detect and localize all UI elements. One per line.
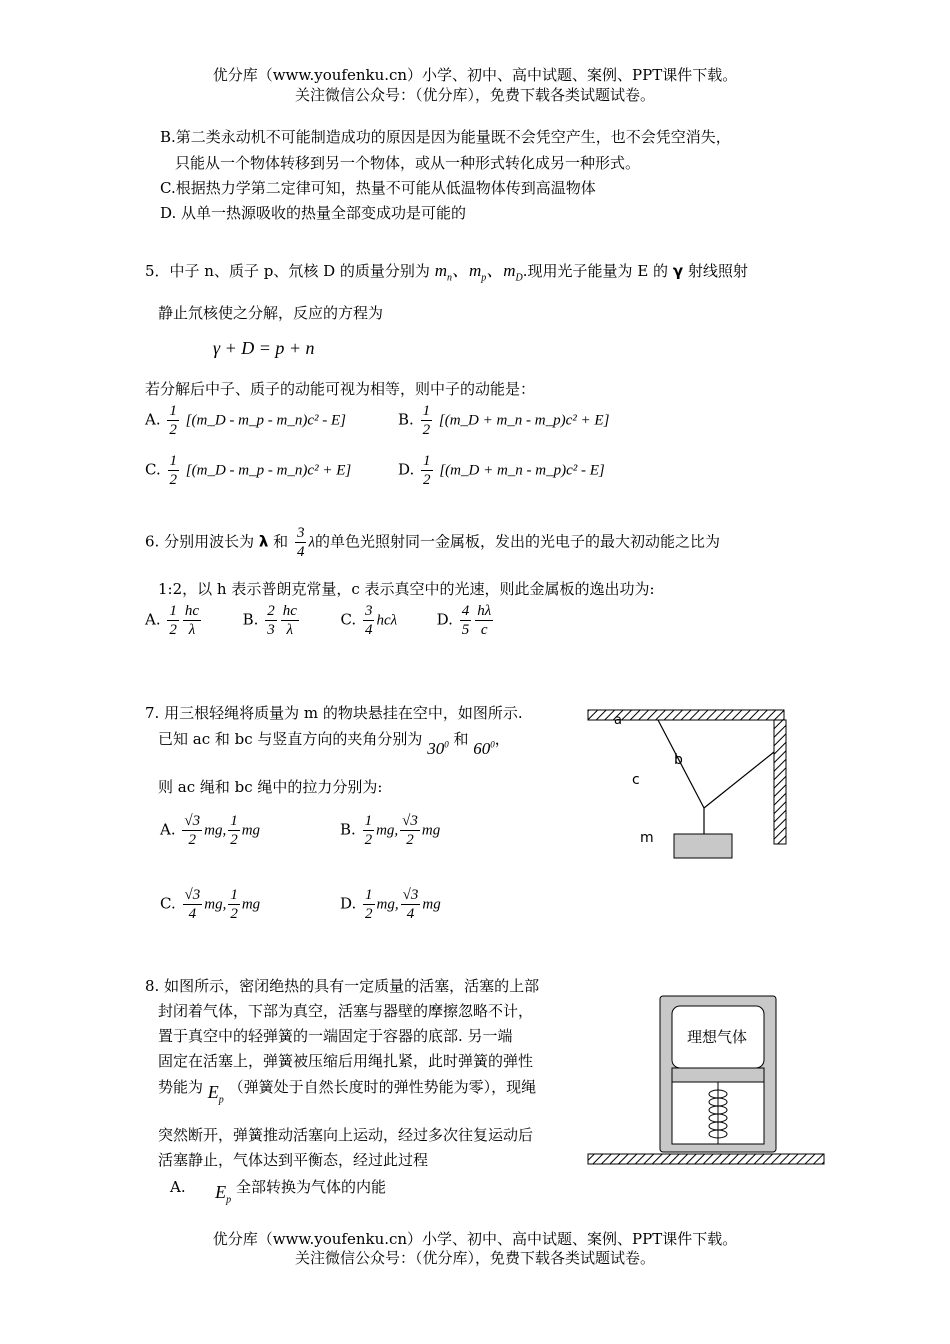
q4-option-c: C.根据热力学第二定律可知，热量不可能从低温物体传到高温物体 xyxy=(160,179,596,197)
q8-line4: 固定在活塞上，弹簧被压缩后用绳扎紧，此时弹簧的弹性 xyxy=(158,1052,534,1070)
q5-line2: 静止氘核使之分解，反应的方程为 xyxy=(158,304,384,322)
wall xyxy=(774,720,786,844)
gas-label: 理想气体 xyxy=(687,1028,748,1046)
q8-option-a: A. $E_p$ 全部转换为气体的内能 xyxy=(170,1178,386,1206)
rope-bc xyxy=(704,752,774,808)
q7-option-d: D. $\frac{1}{2}$ mg, $\frac{√3}{4}$ mg xyxy=(340,887,441,922)
q8-line3: 置于真空中的轻弹簧的一端固定于容器的底部. 另一端 xyxy=(158,1027,513,1045)
footer-line-1: 优分库（www.youfenku.cn）小学、初中、高中试题、案例、PPT课件下载。 xyxy=(212,1230,738,1248)
q7-figure xyxy=(586,704,792,864)
q7-option-b: B. $\frac{1}{2}$ mg, $\frac{√3}{2}$ mg xyxy=(340,813,441,848)
q7-option-a: A. $\frac{√3}{2}$ mg, $\frac{1}{2}$ mg xyxy=(160,813,261,848)
q8-line1: 8. 如图所示，密闭绝热的具有一定质量的活塞，活塞的上部 xyxy=(145,977,540,995)
q8-figure xyxy=(586,992,826,1172)
q5-equation: γ + D = p + n xyxy=(213,338,315,358)
q5-stem: 5．中子 n、质子 p、氘核 D 的质量分别为 $m_n$、$m_p$、$m_D$.现用光子能量为 E 的 γ 射线照射 xyxy=(145,261,748,284)
label-c: c xyxy=(632,772,640,788)
header-line-1: 优分库（www.youfenku.cn）小学、初中、高中试题、案例、PPT课件下载。 xyxy=(212,66,738,84)
q7-line3: 则 ac 绳和 bc 绳中的拉力分别为: xyxy=(158,778,383,796)
label-m: m xyxy=(640,830,654,846)
q4-option-d: D. 从单一热源吸收的热量全部变成功是可能的 xyxy=(160,204,467,222)
footer-line-2: 关注微信公众号：（优分库），免费下载各类试题试卷。 xyxy=(294,1249,655,1267)
q4-option-b-line1: B.第二类永动机不可能制造成功的原因是因为能量既不会凭空产生，也不会凭空消失， xyxy=(160,128,731,146)
q5-option-c: C. $\frac{1}{2}$ [(m_D - m_p - m_n)c² + E] xyxy=(145,453,352,488)
q6-line2: 1:2，以 h 表示普朗克常量，c 表示真空中的光速，则此金属板的逸出功为: xyxy=(158,580,655,598)
q5-option-b: B. $\frac{1}{2}$ [(m_D + m_n - m_p)c² + E] xyxy=(398,403,610,438)
q8-line6: 突然断开，弹簧推动活塞向上运动，经过多次往复运动后 xyxy=(158,1126,534,1144)
q6-stem: 6. 分别用波长为 λ 和 $\frac{3}{4}$ λ的单色光照射同一金属板，发出的光电子的最大初动能之比为 xyxy=(145,525,720,560)
q5-line3: 若分解后中子、质子的动能可视为相等，则中子的动能是： xyxy=(145,380,536,398)
q8-line7: 活塞静止，气体达到平衡态，经过此过程 xyxy=(158,1151,429,1169)
header-line-2: 关注微信公众号：（优分库），免费下载各类试题试卷。 xyxy=(294,86,655,104)
q8-line5: 势能为 $E_p$ （弹簧处于自然长度时的弹性势能为零），现绳 xyxy=(158,1078,537,1106)
ground xyxy=(588,1154,824,1164)
label-a: a xyxy=(614,713,622,728)
q5-option-a: A. $\frac{1}{2}$ [(m_D - m_p - m_n)c² - E] xyxy=(145,403,346,438)
q7-option-c: C. $\frac{√3}{4}$ mg, $\frac{1}{2}$ mg xyxy=(160,887,261,922)
piston xyxy=(672,1068,764,1082)
q6-options: A. $\frac{1}{2}$ $\frac{hc}{\lambda}$ B. $\frac{2}{3}$ $\frac{hc}{\lambda}$ C. $\frac{3}{4}$ hcλ D. $\frac{4}{5}$ $\frac{h\lambda}{c}$ xyxy=(145,603,492,638)
q4-option-b-line2: 只能从一个物体转移到另一个物体，或从一种形式转化成另一种形式。 xyxy=(175,154,641,172)
block xyxy=(674,834,732,858)
q8-line2: 封闭着气体，下部为真空，活塞与器壁的摩擦忽略不计， xyxy=(158,1002,534,1020)
q7-line1: 7. 用三根轻绳将质量为 m 的物块悬挂在空中，如图所示. xyxy=(145,704,523,722)
q7-line2: 已知 ac 和 bc 与竖直方向的夹角分别为 $30^0$ 和 $60^0$， xyxy=(158,730,510,758)
label-b: b xyxy=(674,752,683,768)
q5-option-d: D. $\frac{1}{2}$ [(m_D + m_n - m_p)c² - E] xyxy=(398,453,605,488)
